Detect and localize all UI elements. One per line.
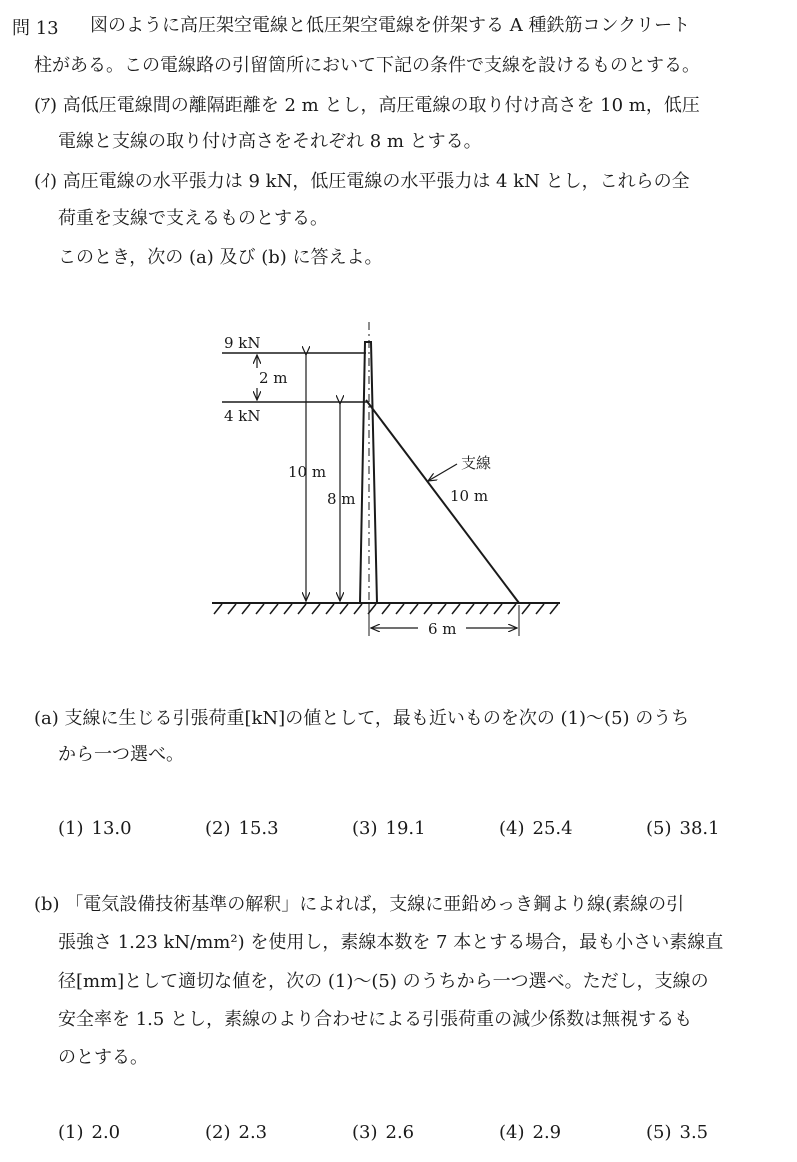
label-2m: 2 m: [259, 369, 288, 387]
label-4kn: 4 kN: [224, 407, 261, 425]
question-b-line-5: のとする。: [58, 1047, 148, 1068]
choice-b-5[interactable]: (5) 3.5: [646, 1122, 709, 1143]
condition-b-line-1: (ｲ) 高圧電線の水平張力は 9 kN，低圧電線の水平張力は 4 kN とし，これらの全: [34, 171, 690, 192]
problem-number: 問 13: [12, 18, 59, 39]
choice-a-3[interactable]: (3) 19.1: [352, 818, 426, 839]
choice-a-5[interactable]: (5) 38.1: [646, 818, 720, 839]
label-guy-wire-length: 10 m: [450, 487, 489, 505]
question-prompt: このとき，次の (a) 及び (b) に答えよ。: [58, 247, 383, 268]
question-b-line-3: 径[mm]として適切な値を，次の (1)～(5) のうちから一つ選べ。ただし，支線の: [58, 971, 709, 992]
condition-a-line-2: 電線と支線の取り付け高さをそれぞれ 8 m とする。: [58, 131, 482, 152]
intro-line-2: 柱がある。この電線路の引留箇所において下記の条件で支線を設けるものとする。: [34, 55, 700, 76]
condition-a-line-1: (ｱ) 高低圧電線間の離隔距離を 2 m とし，高圧電線の取り付け高さを 10 m，低圧: [34, 95, 700, 116]
question-b-line-4: 安全率を 1.5 とし，素線のより合わせによる引張荷重の減少係数は無視するも: [58, 1009, 693, 1030]
question-a-line-2: から一つ選べ。: [58, 744, 184, 765]
choice-a-1[interactable]: (1) 13.0: [58, 818, 132, 839]
choice-a-4[interactable]: (4) 25.4: [499, 818, 573, 839]
label-guy-wire: 支線: [461, 454, 492, 472]
question-b-line-2: 張強さ 1.23 kN/mm²) を使用し，素線本数を 7 本とする場合，最も小さい素線直: [58, 932, 724, 953]
label-10m: 10 m: [288, 463, 327, 481]
choice-b-4[interactable]: (4) 2.9: [499, 1122, 562, 1143]
ground-hatching: [214, 604, 558, 614]
guy-wire-leader: [428, 464, 457, 481]
condition-b-line-2: 荷重を支線で支えるものとする。: [58, 208, 328, 229]
question-a-line-1: (a) 支線に生じる引張荷重[kN]の値として，最も近いものを次の (1)～(5) のうち: [34, 708, 690, 729]
choice-b-3[interactable]: (3) 2.6: [352, 1122, 415, 1143]
intro-line-1: 図のように高圧架空電線と低圧架空電線を併架する A 種鉄筋コンクリート: [90, 15, 691, 36]
label-8m: 8 m: [327, 490, 356, 508]
label-6m: 6 m: [428, 620, 457, 638]
question-b-choices: [58, 1122, 758, 1148]
choice-a-2[interactable]: (2) 15.3: [205, 818, 279, 839]
label-9kn: 9 kN: [224, 334, 261, 352]
choice-b-1[interactable]: (1) 2.0: [58, 1122, 121, 1143]
choice-b-2[interactable]: (2) 2.3: [205, 1122, 268, 1143]
question-a-choices: [58, 818, 758, 844]
guy-wire: [366, 400, 519, 603]
question-b-line-1: (b) 「電気設備技術基準の解釈」によれば，支線に亜鉛めっき鋼より線(素線の引: [34, 894, 685, 915]
